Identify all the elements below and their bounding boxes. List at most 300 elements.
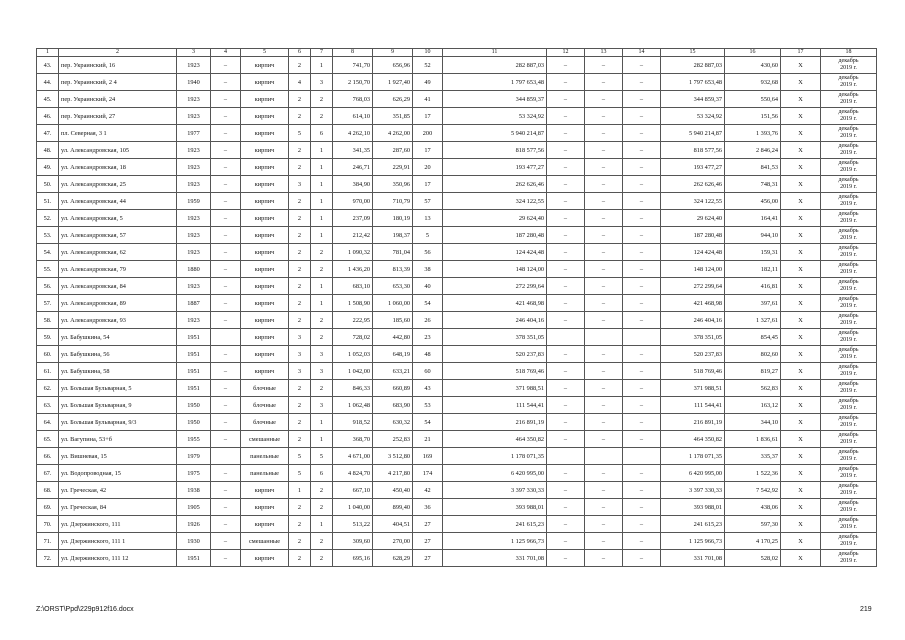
total-cost-cell: 148 124,00 xyxy=(661,261,725,278)
total-area-cell: 728,02 xyxy=(333,329,373,346)
entrances-cell: 3 xyxy=(311,346,333,363)
cost-col-12-cell: – xyxy=(547,57,585,74)
row-number-cell: 54. xyxy=(37,244,59,261)
total-area-cell: 1 436,20 xyxy=(333,261,373,278)
total-area-cell: 1 090,32 xyxy=(333,244,373,261)
year-built-cell: 1887 xyxy=(177,295,211,312)
row-number-cell: 65. xyxy=(37,431,59,448)
cost-col-14-cell xyxy=(623,448,661,465)
cost-col-14-cell: – xyxy=(623,244,661,261)
planned-month: декабрь xyxy=(838,92,859,99)
year-renovated-cell: – xyxy=(211,227,241,244)
year-built-cell: 1923 xyxy=(177,210,211,227)
planned-date-cell xyxy=(821,499,877,516)
estimated-cost-cell: 3 397 330,33 xyxy=(443,482,547,499)
address-cell: ул. Дзержинского, 111 1 xyxy=(59,533,177,550)
planned-month: декабрь xyxy=(838,296,859,303)
residents-cell: 27 xyxy=(413,533,443,550)
planned-year: 2019 г. xyxy=(840,235,857,241)
year-built-cell: 1923 xyxy=(177,176,211,193)
planned-year: 2019 г. xyxy=(840,473,857,479)
planned-month: декабрь xyxy=(838,160,859,167)
cost-col-13-cell: – xyxy=(585,465,623,482)
total-cost-cell: 111 544,41 xyxy=(661,397,725,414)
total-area-cell: 1 042,00 xyxy=(333,363,373,380)
year-built-cell: 1923 xyxy=(177,244,211,261)
cost-col-13-cell: – xyxy=(585,142,623,159)
total-cost-cell: 1 797 653,48 xyxy=(661,74,725,91)
table-row xyxy=(37,363,877,380)
floors-cell: 5 xyxy=(289,125,311,142)
total-area-cell: 513,22 xyxy=(333,516,373,533)
planned-month: декабрь xyxy=(838,449,859,456)
cost-col-12-cell: – xyxy=(547,533,585,550)
cost-col-13-cell xyxy=(585,329,623,346)
method-mark-cell: X xyxy=(781,261,821,278)
wall-material-cell: кирпич xyxy=(241,346,289,363)
cost-per-sqm-cell: 597,30 xyxy=(725,516,781,533)
method-mark-cell: X xyxy=(781,346,821,363)
planned-month: декабрь xyxy=(838,75,859,82)
method-mark-cell: X xyxy=(781,210,821,227)
total-cost-cell: 282 887,03 xyxy=(661,57,725,74)
year-renovated-cell: – xyxy=(211,363,241,380)
total-area-cell: 1 040,00 xyxy=(333,499,373,516)
floors-cell: 2 xyxy=(289,278,311,295)
living-area-cell: 4 217,80 xyxy=(373,465,413,482)
planned-year: 2019 г. xyxy=(840,303,857,309)
floors-cell: 2 xyxy=(289,261,311,278)
estimated-cost-cell: 246 404,16 xyxy=(443,312,547,329)
floors-cell: 3 xyxy=(289,329,311,346)
cost-col-13-cell: – xyxy=(585,159,623,176)
cost-per-sqm-cell: 748,31 xyxy=(725,176,781,193)
address-cell: ул. Вагупина, 53+б xyxy=(59,431,177,448)
entrances-cell: 1 xyxy=(311,142,333,159)
residents-cell: 169 xyxy=(413,448,443,465)
estimated-cost-cell: 241 615,23 xyxy=(443,516,547,533)
planned-year: 2019 г. xyxy=(840,65,857,71)
method-mark-cell: X xyxy=(781,74,821,91)
row-number-cell: 49. xyxy=(37,159,59,176)
cost-col-12-cell: – xyxy=(547,516,585,533)
address-cell: ул. Александровская, 44 xyxy=(59,193,177,210)
row-number-cell: 53. xyxy=(37,227,59,244)
year-renovated-cell: – xyxy=(211,516,241,533)
address-cell: ул. Бабушкина, 56 xyxy=(59,346,177,363)
living-area-cell: 648,19 xyxy=(373,346,413,363)
table-row xyxy=(37,550,877,567)
living-area-cell: 710,79 xyxy=(373,193,413,210)
entrances-cell: 1 xyxy=(311,227,333,244)
year-renovated-cell: – xyxy=(211,142,241,159)
wall-material-cell: смешанные xyxy=(241,533,289,550)
total-cost-cell: 1 125 966,73 xyxy=(661,533,725,550)
address-cell: пер. Украинский, 2 4 xyxy=(59,74,177,91)
column-number: 3 xyxy=(177,49,211,57)
cost-col-14-cell: – xyxy=(623,74,661,91)
cost-col-12-cell: – xyxy=(547,380,585,397)
living-area-cell: 813,39 xyxy=(373,261,413,278)
entrances-cell: 2 xyxy=(311,244,333,261)
cost-per-sqm-cell: 2 846,24 xyxy=(725,142,781,159)
wall-material-cell: кирпич xyxy=(241,278,289,295)
entrances-cell: 1 xyxy=(311,193,333,210)
row-number-cell: 55. xyxy=(37,261,59,278)
entrances-cell: 3 xyxy=(311,363,333,380)
method-mark-cell: X xyxy=(781,193,821,210)
cost-col-12-cell: – xyxy=(547,431,585,448)
wall-material-cell: кирпич xyxy=(241,57,289,74)
living-area-cell: 660,89 xyxy=(373,380,413,397)
entrances-cell: 3 xyxy=(311,397,333,414)
planned-date-cell xyxy=(821,244,877,261)
cost-col-12-cell: – xyxy=(547,142,585,159)
method-mark-cell: X xyxy=(781,108,821,125)
cost-per-sqm-cell: 854,45 xyxy=(725,329,781,346)
wall-material-cell: блочные xyxy=(241,414,289,431)
cost-col-13-cell: – xyxy=(585,57,623,74)
total-area-cell: 212,42 xyxy=(333,227,373,244)
cost-per-sqm-cell: 151,56 xyxy=(725,108,781,125)
cost-col-14-cell: – xyxy=(623,108,661,125)
table-row xyxy=(37,448,877,465)
cost-col-14-cell: – xyxy=(623,261,661,278)
floors-cell: 2 xyxy=(289,159,311,176)
cost-per-sqm-cell: 438,06 xyxy=(725,499,781,516)
estimated-cost-cell: 262 626,46 xyxy=(443,176,547,193)
planned-month: декабрь xyxy=(838,483,859,490)
wall-material-cell: кирпич xyxy=(241,125,289,142)
cost-col-13-cell: – xyxy=(585,482,623,499)
cost-col-13-cell: – xyxy=(585,278,623,295)
cost-col-12-cell: – xyxy=(547,363,585,380)
row-number-cell: 46. xyxy=(37,108,59,125)
living-area-cell: 781,04 xyxy=(373,244,413,261)
cost-per-sqm-cell: 802,60 xyxy=(725,346,781,363)
cost-col-14-cell: – xyxy=(623,278,661,295)
row-number-cell: 60. xyxy=(37,346,59,363)
row-number-cell: 51. xyxy=(37,193,59,210)
row-number-cell: 61. xyxy=(37,363,59,380)
wall-material-cell: кирпич xyxy=(241,193,289,210)
residents-cell: 48 xyxy=(413,346,443,363)
floors-cell: 2 xyxy=(289,57,311,74)
total-area-cell: 2 150,70 xyxy=(333,74,373,91)
cost-per-sqm-cell: 163,12 xyxy=(725,397,781,414)
residents-cell: 54 xyxy=(413,295,443,312)
register-sheet xyxy=(36,48,876,567)
total-cost-cell: 272 299,64 xyxy=(661,278,725,295)
total-area-cell: 4 824,70 xyxy=(333,465,373,482)
residents-cell: 53 xyxy=(413,397,443,414)
entrances-cell: 1 xyxy=(311,295,333,312)
table-row xyxy=(37,261,877,278)
residents-cell: 20 xyxy=(413,159,443,176)
cost-col-12-cell: – xyxy=(547,176,585,193)
planned-month: декабрь xyxy=(838,534,859,541)
year-renovated-cell: – xyxy=(211,533,241,550)
residents-cell: 17 xyxy=(413,142,443,159)
wall-material-cell: кирпич xyxy=(241,142,289,159)
total-cost-cell: 193 477,27 xyxy=(661,159,725,176)
table-row xyxy=(37,159,877,176)
total-cost-cell: 378 351,05 xyxy=(661,329,725,346)
wall-material-cell: кирпич xyxy=(241,312,289,329)
floors-cell: 2 xyxy=(289,414,311,431)
cost-col-13-cell: – xyxy=(585,295,623,312)
method-mark-cell: X xyxy=(781,91,821,108)
residents-cell: 43 xyxy=(413,380,443,397)
year-renovated-cell: – xyxy=(211,91,241,108)
table-row xyxy=(37,210,877,227)
wall-material-cell: кирпич xyxy=(241,295,289,312)
address-cell: ул. Греческая, 42 xyxy=(59,482,177,499)
year-renovated-cell: – xyxy=(211,176,241,193)
floors-cell: 2 xyxy=(289,312,311,329)
cost-col-14-cell: – xyxy=(623,414,661,431)
total-cost-cell: 29 624,40 xyxy=(661,210,725,227)
total-area-cell: 1 052,03 xyxy=(333,346,373,363)
column-number: 7 xyxy=(311,49,333,57)
method-mark-cell: X xyxy=(781,516,821,533)
column-number: 8 xyxy=(333,49,373,57)
wall-material-cell: кирпич xyxy=(241,499,289,516)
table-row xyxy=(37,414,877,431)
cost-col-12-cell: – xyxy=(547,74,585,91)
cost-col-14-cell: – xyxy=(623,533,661,550)
planned-month: декабрь xyxy=(838,364,859,371)
planned-date-cell xyxy=(821,550,877,567)
cost-per-sqm-cell: 397,61 xyxy=(725,295,781,312)
planned-date-cell xyxy=(821,125,877,142)
total-cost-cell: 187 280,48 xyxy=(661,227,725,244)
planned-date-cell xyxy=(821,448,877,465)
planned-month: декабрь xyxy=(838,58,859,65)
year-renovated-cell: – xyxy=(211,482,241,499)
living-area-cell: 185,60 xyxy=(373,312,413,329)
method-mark-cell: X xyxy=(781,295,821,312)
row-number-cell: 71. xyxy=(37,533,59,550)
planned-date-cell xyxy=(821,74,877,91)
cost-col-12-cell: – xyxy=(547,91,585,108)
address-cell: пер. Украинский, 24 xyxy=(59,91,177,108)
cost-col-14-cell: – xyxy=(623,380,661,397)
cost-col-13-cell: – xyxy=(585,176,623,193)
cost-col-14-cell: – xyxy=(623,516,661,533)
estimated-cost-cell: 193 477,27 xyxy=(443,159,547,176)
cost-col-12-cell: – xyxy=(547,244,585,261)
row-number-cell: 58. xyxy=(37,312,59,329)
planned-year: 2019 г. xyxy=(840,99,857,105)
estimated-cost-cell: 5 940 214,87 xyxy=(443,125,547,142)
year-built-cell: 1951 xyxy=(177,346,211,363)
column-number: 11 xyxy=(443,49,547,57)
row-number-cell: 44. xyxy=(37,74,59,91)
cost-col-12-cell: – xyxy=(547,465,585,482)
year-built-cell: 1923 xyxy=(177,57,211,74)
year-built-cell: 1975 xyxy=(177,465,211,482)
planned-month: декабрь xyxy=(838,279,859,286)
cost-per-sqm-cell: 416,81 xyxy=(725,278,781,295)
planned-month: декабрь xyxy=(838,194,859,201)
total-area-cell: 918,52 xyxy=(333,414,373,431)
planned-date-cell xyxy=(821,380,877,397)
residents-cell: 23 xyxy=(413,329,443,346)
row-number-cell: 70. xyxy=(37,516,59,533)
cost-col-14-cell: – xyxy=(623,346,661,363)
planned-date-cell xyxy=(821,312,877,329)
cost-per-sqm-cell: 344,10 xyxy=(725,414,781,431)
cost-col-12-cell: – xyxy=(547,278,585,295)
living-area-cell: 351,85 xyxy=(373,108,413,125)
year-renovated-cell: – xyxy=(211,210,241,227)
cost-per-sqm-cell: 550,64 xyxy=(725,91,781,108)
table-row xyxy=(37,74,877,91)
wall-material-cell: кирпич xyxy=(241,108,289,125)
total-area-cell: 222,95 xyxy=(333,312,373,329)
living-area-cell: 404,51 xyxy=(373,516,413,533)
year-renovated-cell: – xyxy=(211,380,241,397)
method-mark-cell: X xyxy=(781,176,821,193)
planned-date-cell xyxy=(821,465,877,482)
estimated-cost-cell: 324 122,55 xyxy=(443,193,547,210)
column-number: 12 xyxy=(547,49,585,57)
cost-col-13-cell: – xyxy=(585,363,623,380)
total-area-cell: 614,10 xyxy=(333,108,373,125)
residents-cell: 56 xyxy=(413,244,443,261)
residents-cell: 49 xyxy=(413,74,443,91)
planned-year: 2019 г. xyxy=(840,388,857,394)
year-renovated-cell: – xyxy=(211,312,241,329)
planned-month: декабрь xyxy=(838,500,859,507)
year-built-cell: 1979 xyxy=(177,448,211,465)
planned-year: 2019 г. xyxy=(840,405,857,411)
planned-month: декабрь xyxy=(838,245,859,252)
year-renovated-cell: – xyxy=(211,193,241,210)
cost-col-12-cell: – xyxy=(547,312,585,329)
address-cell: ул. Александровская, 62 xyxy=(59,244,177,261)
planned-date-cell xyxy=(821,91,877,108)
floors-cell: 3 xyxy=(289,363,311,380)
wall-material-cell: смешанные xyxy=(241,431,289,448)
cost-col-12-cell xyxy=(547,329,585,346)
address-cell: ул. Александровская, 105 xyxy=(59,142,177,159)
cost-col-12-cell: – xyxy=(547,482,585,499)
column-number: 10 xyxy=(413,49,443,57)
total-cost-cell: 124 424,48 xyxy=(661,244,725,261)
total-cost-cell: 6 420 995,00 xyxy=(661,465,725,482)
cost-col-12-cell: – xyxy=(547,295,585,312)
total-area-cell: 768,03 xyxy=(333,91,373,108)
total-area-cell: 683,10 xyxy=(333,278,373,295)
table-row xyxy=(37,397,877,414)
column-number: 6 xyxy=(289,49,311,57)
wall-material-cell: кирпич xyxy=(241,210,289,227)
year-renovated-cell: – xyxy=(211,108,241,125)
column-number: 1 xyxy=(37,49,59,57)
planned-year: 2019 г. xyxy=(840,541,857,547)
column-number: 9 xyxy=(373,49,413,57)
planned-month: декабрь xyxy=(838,466,859,473)
wall-material-cell: кирпич xyxy=(241,227,289,244)
cost-col-13-cell: – xyxy=(585,193,623,210)
address-cell: ул. Александровская, 18 xyxy=(59,159,177,176)
floors-cell: 3 xyxy=(289,176,311,193)
cost-per-sqm-cell: 456,00 xyxy=(725,193,781,210)
estimated-cost-cell: 124 424,48 xyxy=(443,244,547,261)
planned-date-cell xyxy=(821,57,877,74)
planned-year: 2019 г. xyxy=(840,150,857,156)
planned-date-cell xyxy=(821,176,877,193)
cost-col-12-cell: – xyxy=(547,397,585,414)
year-renovated-cell xyxy=(211,448,241,465)
year-built-cell: 1926 xyxy=(177,516,211,533)
cost-per-sqm-cell: 1 836,61 xyxy=(725,431,781,448)
year-renovated-cell xyxy=(211,329,241,346)
floors-cell: 2 xyxy=(289,516,311,533)
method-mark-cell: X xyxy=(781,57,821,74)
year-renovated-cell: – xyxy=(211,414,241,431)
year-renovated-cell: – xyxy=(211,244,241,261)
planned-date-cell xyxy=(821,295,877,312)
total-cost-cell: 262 626,46 xyxy=(661,176,725,193)
living-area-cell: 656,96 xyxy=(373,57,413,74)
method-mark-cell: X xyxy=(781,278,821,295)
estimated-cost-cell: 331 701,08 xyxy=(443,550,547,567)
total-area-cell: 4 671,00 xyxy=(333,448,373,465)
year-renovated-cell: – xyxy=(211,431,241,448)
estimated-cost-cell: 148 124,00 xyxy=(443,261,547,278)
estimated-cost-cell: 520 237,83 xyxy=(443,346,547,363)
cost-col-12-cell: – xyxy=(547,346,585,363)
cost-col-13-cell: – xyxy=(585,74,623,91)
cost-col-14-cell: – xyxy=(623,159,661,176)
address-cell: ул. Большая Бульварная, 5 xyxy=(59,380,177,397)
cost-col-13-cell: – xyxy=(585,499,623,516)
planned-year: 2019 г. xyxy=(840,269,857,275)
total-area-cell: 246,71 xyxy=(333,159,373,176)
address-cell: пер. Украинский, 16 xyxy=(59,57,177,74)
cost-per-sqm-cell: 335,37 xyxy=(725,448,781,465)
cost-col-14-cell: – xyxy=(623,193,661,210)
method-mark-cell: X xyxy=(781,363,821,380)
estimated-cost-cell: 272 299,64 xyxy=(443,278,547,295)
living-area-cell: 198,37 xyxy=(373,227,413,244)
total-cost-cell: 344 859,37 xyxy=(661,91,725,108)
year-built-cell: 1940 xyxy=(177,74,211,91)
cost-col-14-cell: – xyxy=(623,499,661,516)
floors-cell: 2 xyxy=(289,533,311,550)
estimated-cost-cell: 393 988,01 xyxy=(443,499,547,516)
method-mark-cell: X xyxy=(781,380,821,397)
floors-cell: 2 xyxy=(289,295,311,312)
total-cost-cell: 216 891,19 xyxy=(661,414,725,431)
cost-col-14-cell: – xyxy=(623,57,661,74)
planned-month: декабрь xyxy=(838,517,859,524)
total-cost-cell: 324 122,55 xyxy=(661,193,725,210)
entrances-cell: 2 xyxy=(311,329,333,346)
table-row xyxy=(37,193,877,210)
wall-material-cell: кирпич xyxy=(241,482,289,499)
estimated-cost-cell: 378 351,05 xyxy=(443,329,547,346)
method-mark-cell: X xyxy=(781,550,821,567)
cost-col-14-cell: – xyxy=(623,227,661,244)
floors-cell: 2 xyxy=(289,108,311,125)
total-cost-cell: 371 988,51 xyxy=(661,380,725,397)
table-row xyxy=(37,295,877,312)
residents-cell: 17 xyxy=(413,176,443,193)
